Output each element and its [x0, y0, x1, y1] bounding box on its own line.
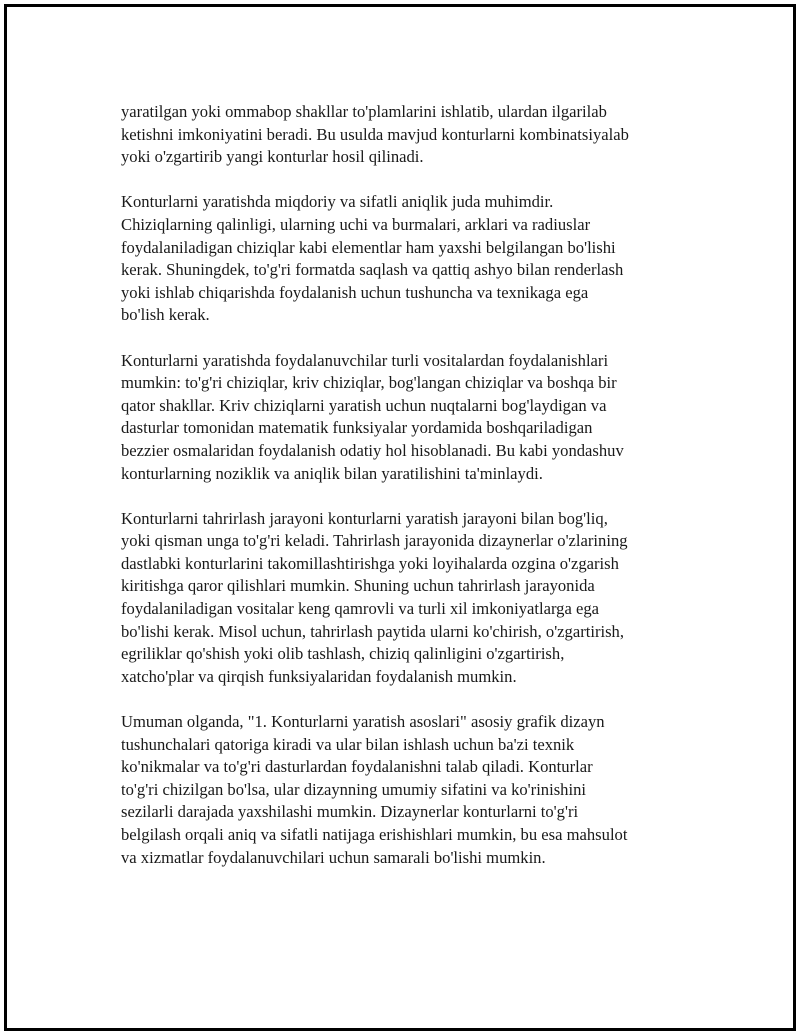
text-line: kerak. Shuningdek, to'g'ri formatda saqlash va qattiq ashyo bilan renderlash — [121, 260, 624, 280]
text-line: Konturlarni tahrirlash jarayoni konturlarni yaratish jarayoni bilan bog'liq, — [121, 508, 608, 528]
text-line: Konturlarni yaratishda miqdoriy va sifatli aniqlik juda muhimdir. — [121, 192, 554, 212]
text-line: tushunchalari qatoriga kiradi va ular bilan ishlash uchun ba'zi texnik — [121, 734, 575, 754]
text-line: konturlarning noziklik va aniqlik bilan yaratilishini ta'minlaydi. — [121, 463, 543, 483]
paragraph-3 — [121, 350, 701, 486]
document-body — [121, 101, 701, 892]
text-line: egriliklar qo'shish yoki olib tashlash, chiziq qalinligini o'zgartirish, — [121, 644, 565, 664]
text-line: yaratilgan yoki ommabop shakllar to'plamlarini ishlatib, ulardan ilgarilab — [121, 102, 607, 121]
text-line: yoki o'zgartirib yangi konturlar hosil qilinadi. — [121, 147, 424, 167]
paragraph-5 — [121, 711, 701, 869]
text-line: dasturlar tomonidan matematik funksiyalar yordamida boshqariladigan — [121, 418, 593, 438]
text-line: xatcho'plar va qirqish funksiyalaridan foydalanish mumkin. — [121, 666, 517, 686]
page-frame — [4, 4, 796, 1031]
text-line: sezilarli darajada yaxshilashi mumkin. Dizaynerlar konturlarni to'g'ri — [121, 802, 579, 822]
paragraph-2 — [121, 191, 701, 327]
text-line: qator shakllar. Kriv chiziqlarni yaratish uchun nuqtalarni bog'laydigan va — [121, 395, 607, 415]
text-line: va xizmatlar foydalanuvchilari uchun samarali bo'lishi mumkin. — [121, 847, 546, 867]
text-line: kiritishga qaror qilishlari mumkin. Shuning uchun tahrirlash jarayonida — [121, 576, 595, 596]
text-line: ketishni imkoniyatini beradi. Bu usulda mavjud konturlarni kombinatsiyalab — [121, 124, 629, 144]
text-line: Chiziqlarning qalinligi, ularning uchi va burmalari, arklari va radiuslar — [121, 214, 591, 234]
text-line: bezzier osmalaridan foydalanish odatiy hol hisoblanadi. Bu kabi yondashuv — [121, 440, 624, 460]
text-line: ko'nikmalar va to'g'ri dasturlardan foydalanishni talab qiladi. Konturlar — [121, 757, 593, 777]
text-line: to'g'ri chizilgan bo'lsa, ular dizaynning umumiy sifatini va ko'rinishini — [121, 779, 586, 799]
text-line: yoki ishlab chiqarishda foydalanish uchun tushuncha va texnikaga ega — [121, 282, 589, 302]
paragraph-1 — [121, 101, 701, 169]
paragraph-4 — [121, 508, 701, 689]
text-line: foydalaniladigan vositalar keng qamrovli va turli xil imkoniyatlarga ega — [121, 599, 600, 619]
text-line: yoki qisman unga to'g'ri keladi. Tahrirlash jarayonida dizaynerlar o'zlarining — [121, 531, 628, 551]
text-line: dastlabki konturlarini takomillashtirishga yoki loyihalarda ozgina o'zgarish — [121, 553, 619, 573]
text-line: Umuman olganda, "1. Konturlarni yaratish asoslari" asosiy grafik dizayn — [121, 712, 605, 732]
text-line: Konturlarni yaratishda foydalanuvchilar turli vositalardan foydalanishlari — [121, 350, 609, 370]
text-line: belgilash orqali aniq va sifatli natijaga erishishlari mumkin, bu esa mahsulot — [121, 825, 628, 844]
text-line: bo'lishi kerak. Misol uchun, tahrirlash paytida ularni ko'chirish, o'zgartirish, — [121, 621, 624, 641]
text-line: mumkin: to'g'ri chiziqlar, kriv chiziqlar, bog'langan chiziqlar va boshqa bir — [121, 373, 617, 393]
text-line: bo'lish kerak. — [121, 305, 210, 325]
text-line: foydalaniladigan chiziqlar kabi elementlar ham yaxshi belgilangan bo'lishi — [121, 237, 616, 257]
